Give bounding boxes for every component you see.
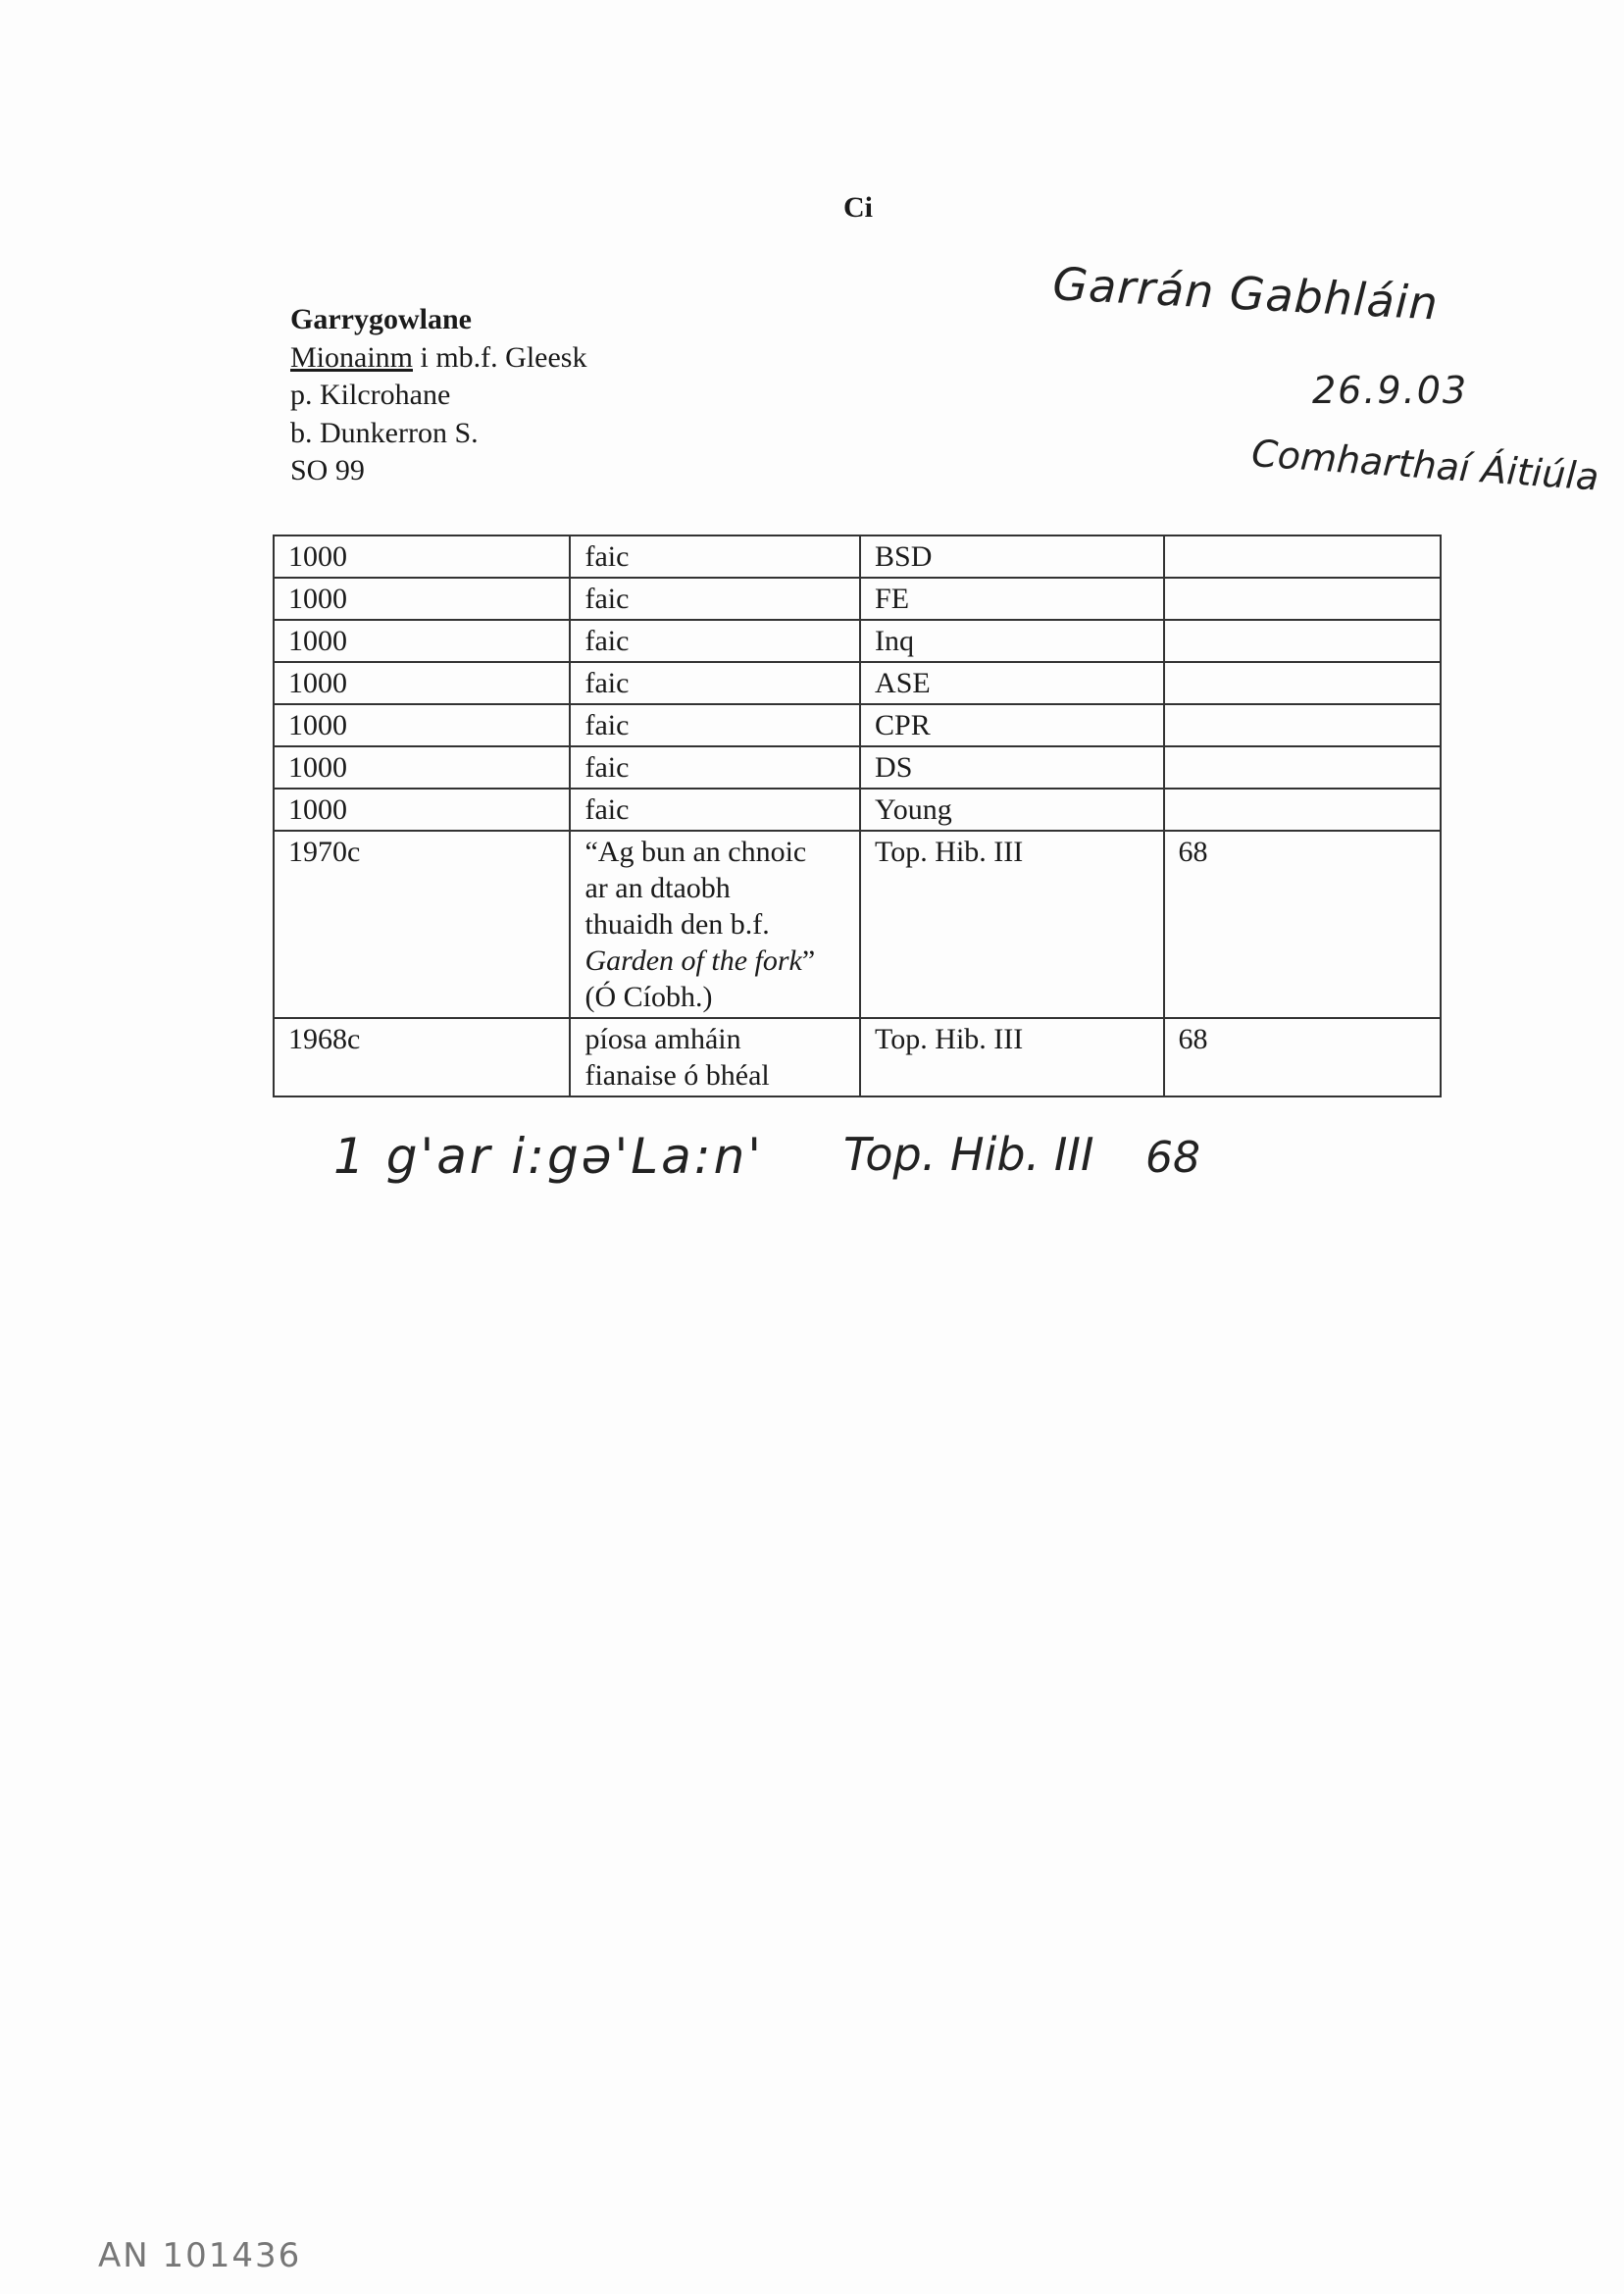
source-cell: ASE bbox=[860, 662, 1163, 704]
closing-quote: ” bbox=[801, 944, 816, 977]
sheet-line: SO 99 bbox=[290, 454, 365, 486]
form-cell bbox=[570, 1018, 860, 1096]
table-row bbox=[274, 620, 1441, 662]
source-cell: BSD bbox=[860, 535, 1163, 578]
table-row bbox=[274, 831, 1441, 1018]
page-cell: 68 bbox=[1164, 831, 1441, 1018]
placename-header bbox=[290, 301, 586, 490]
form-cell: faic bbox=[570, 578, 860, 620]
form-text-line bbox=[584, 943, 845, 979]
form-cell: faic bbox=[570, 704, 860, 746]
page-cell bbox=[1164, 704, 1441, 746]
source-cell: FE bbox=[860, 578, 1163, 620]
form-text-line: thuaidh den b.f. bbox=[584, 908, 770, 941]
table-row bbox=[274, 578, 1441, 620]
source-cell: Inq bbox=[860, 620, 1163, 662]
year-cell: 1000 bbox=[274, 620, 570, 662]
year-cell: 1968c bbox=[274, 1018, 570, 1096]
form-text-line: píosa amháin bbox=[584, 1023, 741, 1055]
year-cell: 1970c bbox=[274, 831, 570, 1018]
year-cell: 1000 bbox=[274, 662, 570, 704]
page-cell bbox=[1164, 746, 1441, 789]
source-cell: DS bbox=[860, 746, 1163, 789]
year-cell: 1000 bbox=[274, 746, 570, 789]
year-cell: 1000 bbox=[274, 578, 570, 620]
page-title: Ci bbox=[843, 191, 873, 224]
source-cell: Young bbox=[860, 789, 1163, 831]
form-cell bbox=[570, 831, 860, 1018]
placename-type: Mionainm bbox=[290, 340, 413, 374]
handwritten-informant-note: Comharthaí Áitiúla bbox=[1249, 432, 1600, 499]
table-row bbox=[274, 662, 1441, 704]
page-cell bbox=[1164, 535, 1441, 578]
form-text-line: “Ag bun an chnoic bbox=[584, 836, 807, 868]
form-cell: faic bbox=[570, 620, 860, 662]
form-cell: faic bbox=[570, 535, 860, 578]
historical-forms-table bbox=[273, 535, 1442, 1097]
table-row bbox=[274, 535, 1441, 578]
source-cell: CPR bbox=[860, 704, 1163, 746]
page-cell bbox=[1164, 578, 1441, 620]
table-row bbox=[274, 1018, 1441, 1096]
handwritten-archive-number: AN 101436 bbox=[98, 2236, 302, 2275]
page-cell bbox=[1164, 662, 1441, 704]
handwritten-irish-name: Garrán Gabhláin bbox=[1051, 257, 1441, 331]
page-cell bbox=[1164, 789, 1441, 831]
year-cell: 1000 bbox=[274, 535, 570, 578]
page-cell: 68 bbox=[1164, 1018, 1441, 1096]
page-cell bbox=[1164, 620, 1441, 662]
handwritten-reference: Top. Hib. III bbox=[843, 1128, 1094, 1181]
table-row bbox=[274, 746, 1441, 789]
placename-type-line bbox=[290, 339, 586, 378]
table-row bbox=[274, 789, 1441, 831]
form-cell: faic bbox=[570, 789, 860, 831]
table-row bbox=[274, 704, 1441, 746]
form-text-line: (Ó Cíobh.) bbox=[584, 981, 713, 1013]
parish-line: p. Kilcrohane bbox=[290, 379, 451, 411]
barony-line: b. Dunkerron S. bbox=[290, 416, 479, 449]
year-cell: 1000 bbox=[274, 789, 570, 831]
handwritten-reference-page: 68 bbox=[1145, 1133, 1200, 1183]
form-text-line: ar an dtaobh bbox=[584, 872, 731, 904]
form-text-line: fianaise ó bhéal bbox=[584, 1059, 770, 1092]
source-cell: Top. Hib. III bbox=[860, 1018, 1163, 1096]
handwritten-pronunciation: 1 g'ar i:gə'La:n' bbox=[333, 1128, 765, 1185]
placename: Garrygowlane bbox=[290, 303, 472, 335]
year-cell: 1000 bbox=[274, 704, 570, 746]
source-cell: Top. Hib. III bbox=[860, 831, 1163, 1018]
handwritten-date: 26.9.03 bbox=[1312, 369, 1469, 412]
form-cell: faic bbox=[570, 662, 860, 704]
english-gloss: Garden of the fork bbox=[584, 944, 802, 977]
form-cell: faic bbox=[570, 746, 860, 789]
townland-reference: i mb.f. Gleesk bbox=[413, 340, 587, 374]
